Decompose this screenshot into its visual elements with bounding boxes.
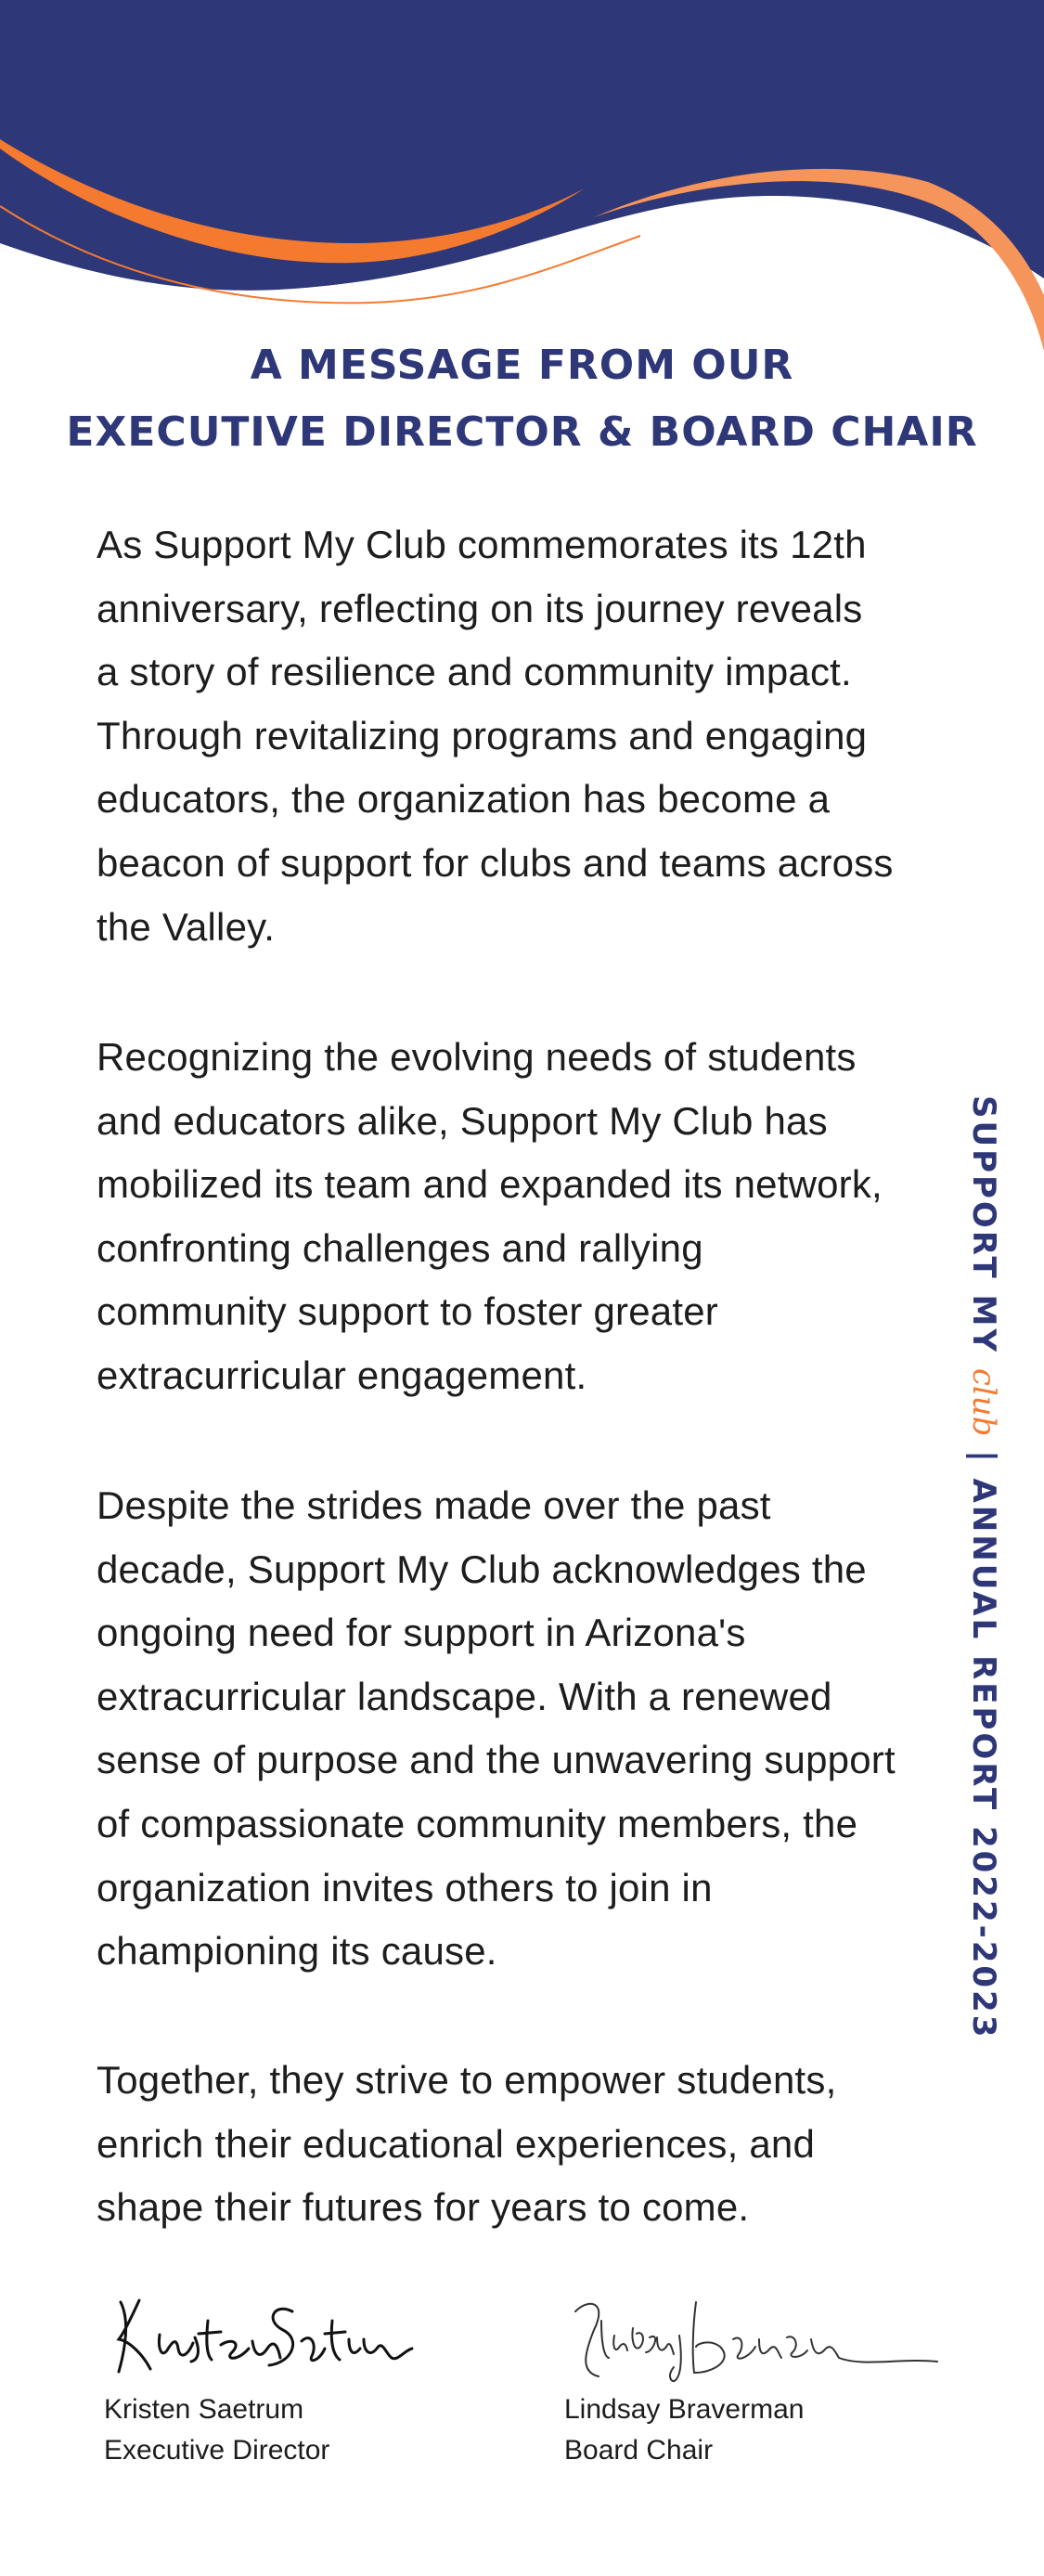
lindsay-signature-icon [557,2284,947,2395]
separator: | [965,1436,1002,1479]
kristen-signature-icon [102,2284,418,2386]
vertical-annual-report-label [965,1095,1002,2039]
brand-prefix: SUPPORT MY [965,1095,1002,1368]
paragraph-support: Despite the strides made over the past decade, Support My Club acknowledges the ongoing need for support in Arizona's extracurricular landscape. With a renewed sense of purpose and the unwavering support of compassionate community members, the organization invites others to join in championing its cause. [97,1483,896,1974]
navy-wave-shape [0,0,1044,291]
header-wave-banner [0,0,1044,353]
signatory-title: Executive Director [104,2435,330,2466]
page-title-line-1: A MESSAGE FROM OUR [250,342,794,389]
annual-report-label: ANNUAL REPORT 2022-2023 [965,1478,1002,2040]
signatory-kristen [104,2389,329,2471]
signatory-title: Board Chair [564,2435,714,2466]
brand-club-script: club [965,1367,1002,1437]
signatory-lindsay [564,2389,804,2471]
paragraph-needs: Recognizing the evolving needs of students and educators alike, Support My Club has mobilized its team and expanded its network, confronting challenges and rallying community support to foster greater extracurricular engagement. [97,1035,883,1397]
paragraph-anniversary: As Support My Club commemorates its 12th anniversary, reflecting on its journey reveals a story of resilience and community impact. Through revitalizing programs and engaging educators, the organization has become a beacon of support for clubs and teams across the Valley. [97,523,894,949]
signatory-name: Kristen Saetrum [104,2394,304,2425]
paragraph-together: Together, they strive to empower students, enrich their educational experiences, and shape their futures for years to come. [97,2058,837,2230]
page-title-line-2: EXECUTIVE DIRECTOR & BOARD CHAIR [66,408,978,456]
signatory-name: Lindsay Braverman [564,2394,805,2425]
